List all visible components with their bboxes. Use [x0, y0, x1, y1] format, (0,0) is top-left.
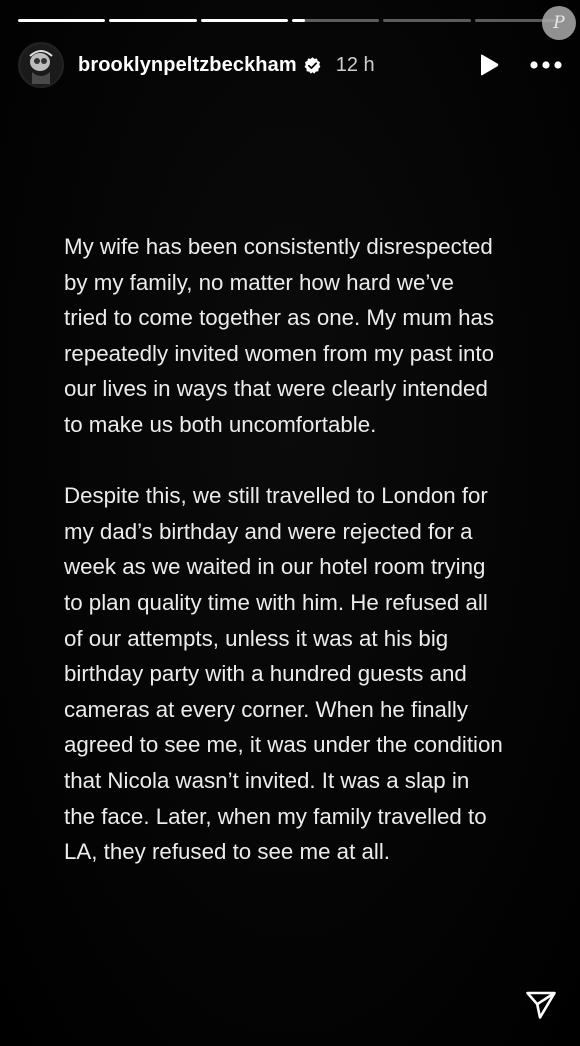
avatar-photo [20, 44, 62, 86]
watermark-letter: P [553, 13, 565, 33]
progress-segment-fill [292, 19, 305, 22]
play-icon [478, 53, 500, 77]
more-icon [530, 61, 562, 69]
progress-segment-5 [383, 19, 470, 22]
progress-segment-2 [109, 19, 196, 22]
share-button[interactable] [524, 988, 558, 1022]
username[interactable]: brooklynpeltzbeckham [78, 53, 297, 76]
verified-badge-icon [303, 56, 322, 75]
progress-segment-fill [109, 19, 196, 22]
paragraph-2: Despite this, we still travelled to London for my dad’s birthday and were rejected for a week as we waited in our hotel room trying to plan quality time with him. He refused all of our attempts, unless it was at his big birthday party with a hundred guests and cameras at every corner. When he finally agreed to see me, it was under the condition that Nicola wasn’t invited. It was a slap in the face. Later, when my family travelled to LA, they refused to see me at all. [64, 483, 503, 865]
story-text [64, 229, 544, 905]
paragraph-1: My wife has been consistently disrespected by my family, no matter how hard we’ve tried to come together as one. My mum has repeatedly invited women from my past into our lives in ways that were clearly intended to make us both uncomfortable. [64, 234, 495, 437]
progress-segment-4 [292, 19, 379, 22]
more-options-button[interactable] [530, 52, 562, 78]
post-time: 12 h [335, 53, 375, 76]
story-header [18, 40, 562, 90]
send-icon [525, 989, 557, 1021]
progress-segment-1 [18, 19, 105, 22]
progress-segment-fill [18, 19, 105, 22]
progress-segment-fill [201, 19, 288, 22]
progress-segment-3 [201, 19, 288, 22]
avatar[interactable] [18, 42, 64, 88]
play-button[interactable] [476, 52, 502, 78]
watermark-logo [542, 6, 576, 40]
story-progress-bar [18, 19, 562, 23]
